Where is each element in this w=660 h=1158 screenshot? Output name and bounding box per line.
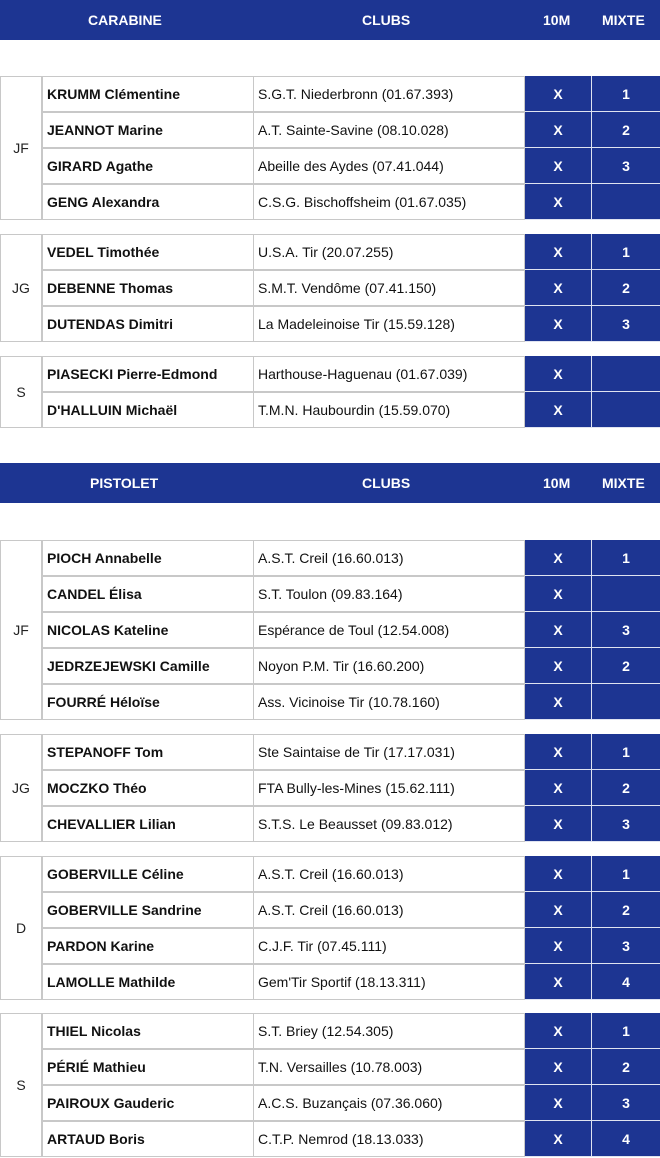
10m-column-header: 10M — [543, 475, 571, 491]
10m-cell: X — [525, 964, 592, 1000]
mixte-cell: 3 — [592, 306, 660, 342]
table-row — [42, 148, 660, 184]
mixte-cell: 1 — [592, 540, 660, 576]
athlete-name: KRUMM Clémentine — [42, 76, 254, 112]
athlete-name: DEBENNE Thomas — [42, 270, 254, 306]
10m-cell: X — [525, 648, 592, 684]
athlete-name: PARDON Karine — [42, 928, 254, 964]
table-row — [42, 306, 660, 342]
carabine-group-s — [0, 356, 660, 428]
athlete-name: CANDEL Élisa — [42, 576, 254, 612]
athlete-name: ARTAUD Boris — [42, 1121, 254, 1157]
club-name: Gem'Tir Sportif (18.13.311) — [253, 964, 525, 1000]
table-row — [42, 1121, 660, 1157]
athlete-name: PÉRIÉ Mathieu — [42, 1049, 254, 1085]
group-label: JF — [0, 540, 42, 720]
mixte-cell — [592, 392, 660, 428]
mixte-cell: 2 — [592, 270, 660, 306]
club-name: S.G.T. Niederbronn (01.67.393) — [253, 76, 525, 112]
table-row — [42, 612, 660, 648]
carabine-group-jf — [0, 76, 660, 220]
athlete-name: GIRARD Agathe — [42, 148, 254, 184]
club-name: T.M.N. Haubourdin (15.59.070) — [253, 392, 525, 428]
mixte-cell: 2 — [592, 112, 660, 148]
carabine-group-jg — [0, 234, 660, 342]
athlete-name: PIOCH Annabelle — [42, 540, 254, 576]
group-label: S — [0, 1013, 42, 1157]
mixte-cell: 4 — [592, 1121, 660, 1157]
10m-cell: X — [525, 576, 592, 612]
clubs-column-header: CLUBS — [362, 475, 411, 491]
table-row — [42, 770, 660, 806]
mixte-cell — [592, 356, 660, 392]
table-row — [42, 540, 660, 576]
club-name: Harthouse-Haguenau (01.67.039) — [253, 356, 525, 392]
club-name: FTA Bully-les-Mines (15.62.111) — [253, 770, 525, 806]
club-name: A.T. Sainte-Savine (08.10.028) — [253, 112, 525, 148]
group-label: JF — [0, 76, 42, 220]
10m-cell: X — [525, 392, 592, 428]
athlete-name: FOURRÉ Héloïse — [42, 684, 254, 720]
mixte-cell: 2 — [592, 648, 660, 684]
table-row — [42, 112, 660, 148]
club-name: Abeille des Aydes (07.41.044) — [253, 148, 525, 184]
athlete-name: JEDRZEJEWSKI Camille — [42, 648, 254, 684]
pistolet-group-jg — [0, 734, 660, 842]
club-name: A.C.S. Buzançais (07.36.060) — [253, 1085, 525, 1121]
athlete-name: PAIROUX Gauderic — [42, 1085, 254, 1121]
mixte-cell: 3 — [592, 1085, 660, 1121]
table-row — [42, 964, 660, 1000]
club-name: Ass. Vicinoise Tir (10.78.160) — [253, 684, 525, 720]
athlete-name: GENG Alexandra — [42, 184, 254, 220]
club-name: T.N. Versailles (10.78.003) — [253, 1049, 525, 1085]
mixte-cell: 1 — [592, 856, 660, 892]
table-row — [42, 892, 660, 928]
10m-cell: X — [525, 928, 592, 964]
10m-cell: X — [525, 892, 592, 928]
club-name: S.T.S. Le Beausset (09.83.012) — [253, 806, 525, 842]
mixte-cell: 3 — [592, 928, 660, 964]
club-name: C.J.F. Tir (07.45.111) — [253, 928, 525, 964]
table-row — [42, 184, 660, 220]
pistolet-title: PISTOLET — [90, 475, 159, 491]
club-name: S.M.T. Vendôme (07.41.150) — [253, 270, 525, 306]
athlete-name: CHEVALLIER Lilian — [42, 806, 254, 842]
clubs-column-header: CLUBS — [362, 12, 411, 28]
10m-cell: X — [525, 734, 592, 770]
10m-cell: X — [525, 1085, 592, 1121]
athlete-name: THIEL Nicolas — [42, 1013, 254, 1049]
table-row — [42, 1049, 660, 1085]
10m-cell: X — [525, 1013, 592, 1049]
carabine-title: CARABINE — [88, 12, 162, 28]
table-row — [42, 1085, 660, 1121]
club-name: A.S.T. Creil (16.60.013) — [253, 892, 525, 928]
mixte-column-header: MIXTE — [602, 12, 645, 28]
mixte-cell: 2 — [592, 770, 660, 806]
10m-cell: X — [525, 184, 592, 220]
table-row — [42, 576, 660, 612]
10m-cell: X — [525, 270, 592, 306]
mixte-column-header: MIXTE — [602, 475, 645, 491]
table-row — [42, 648, 660, 684]
group-label: S — [0, 356, 42, 428]
club-name: Noyon P.M. Tir (16.60.200) — [253, 648, 525, 684]
athlete-name: MOCZKO Théo — [42, 770, 254, 806]
10m-cell: X — [525, 112, 592, 148]
pistolet-group-d — [0, 856, 660, 1000]
table-row — [42, 856, 660, 892]
10m-cell: X — [525, 1121, 592, 1157]
athlete-name: DUTENDAS Dimitri — [42, 306, 254, 342]
mixte-cell: 2 — [592, 892, 660, 928]
club-name: A.S.T. Creil (16.60.013) — [253, 856, 525, 892]
athlete-name: LAMOLLE Mathilde — [42, 964, 254, 1000]
table-row — [42, 270, 660, 306]
athlete-name: GOBERVILLE Sandrine — [42, 892, 254, 928]
table-row — [42, 392, 660, 428]
mixte-cell: 2 — [592, 1049, 660, 1085]
mixte-cell: 3 — [592, 612, 660, 648]
10m-cell: X — [525, 148, 592, 184]
table-row — [42, 356, 660, 392]
club-name: C.S.G. Bischoffsheim (01.67.035) — [253, 184, 525, 220]
club-name: A.S.T. Creil (16.60.013) — [253, 540, 525, 576]
athlete-name: PIASECKI Pierre-Edmond — [42, 356, 254, 392]
10m-cell: X — [525, 1049, 592, 1085]
club-name: La Madeleinoise Tir (15.59.128) — [253, 306, 525, 342]
10m-cell: X — [525, 806, 592, 842]
athlete-name: VEDEL Timothée — [42, 234, 254, 270]
athlete-name: NICOLAS Kateline — [42, 612, 254, 648]
pistolet-header — [0, 463, 660, 503]
carabine-header — [0, 0, 660, 40]
10m-cell: X — [525, 234, 592, 270]
table-row — [42, 684, 660, 720]
10m-cell: X — [525, 612, 592, 648]
athlete-name: JEANNOT Marine — [42, 112, 254, 148]
10m-cell: X — [525, 306, 592, 342]
group-label: JG — [0, 234, 42, 342]
club-name: Espérance de Toul (12.54.008) — [253, 612, 525, 648]
mixte-cell: 1 — [592, 234, 660, 270]
club-name: Ste Saintaise de Tir (17.17.031) — [253, 734, 525, 770]
mixte-cell: 1 — [592, 734, 660, 770]
club-name: S.T. Toulon (09.83.164) — [253, 576, 525, 612]
10m-cell: X — [525, 356, 592, 392]
mixte-cell — [592, 184, 660, 220]
10m-cell: X — [525, 540, 592, 576]
table-row — [42, 1013, 660, 1049]
table-row — [42, 234, 660, 270]
table-row — [42, 928, 660, 964]
table-row — [42, 76, 660, 112]
10m-cell: X — [525, 770, 592, 806]
10m-column-header: 10M — [543, 12, 571, 28]
pistolet-group-jf — [0, 540, 660, 720]
club-name: C.T.P. Nemrod (18.13.033) — [253, 1121, 525, 1157]
mixte-cell — [592, 576, 660, 612]
10m-cell: X — [525, 856, 592, 892]
table-row — [42, 806, 660, 842]
club-name: S.T. Briey (12.54.305) — [253, 1013, 525, 1049]
mixte-cell: 1 — [592, 1013, 660, 1049]
club-name: U.S.A. Tir (20.07.255) — [253, 234, 525, 270]
table-row — [42, 734, 660, 770]
athlete-name: GOBERVILLE Céline — [42, 856, 254, 892]
group-label: JG — [0, 734, 42, 842]
mixte-cell: 1 — [592, 76, 660, 112]
mixte-cell: 3 — [592, 148, 660, 184]
10m-cell: X — [525, 76, 592, 112]
athlete-name: STEPANOFF Tom — [42, 734, 254, 770]
mixte-cell: 4 — [592, 964, 660, 1000]
athlete-name: D'HALLUIN Michaël — [42, 392, 254, 428]
mixte-cell: 3 — [592, 806, 660, 842]
mixte-cell — [592, 684, 660, 720]
group-label: D — [0, 856, 42, 1000]
10m-cell: X — [525, 684, 592, 720]
pistolet-group-s — [0, 1013, 660, 1157]
